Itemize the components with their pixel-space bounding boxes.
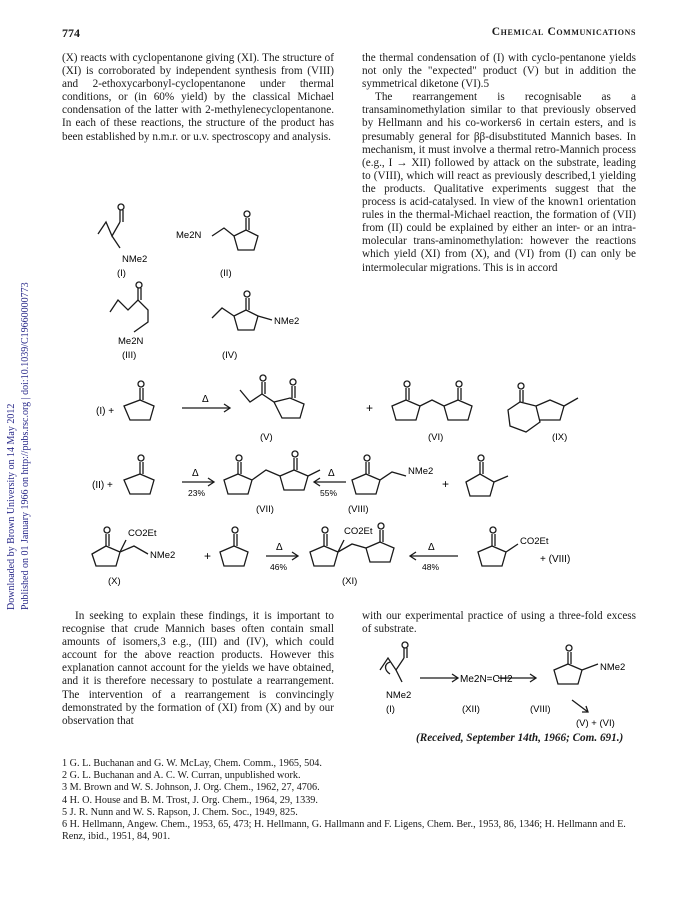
plus-sign: + bbox=[442, 477, 450, 491]
yield-label: 55% bbox=[320, 488, 338, 498]
compound-label-VIII: (VIII) bbox=[530, 704, 551, 715]
plus-sign: + bbox=[204, 549, 212, 563]
received-line: (Received, September 14th, 1966; Com. 691.) bbox=[416, 732, 624, 744]
compound-label-VIII: (VIII) bbox=[348, 504, 369, 515]
products-label: (V) + (VI) bbox=[576, 718, 615, 728]
compound-label-XII: (XII) bbox=[462, 704, 480, 715]
margin-watermark bbox=[2, 190, 30, 610]
reactant-label: (I) + bbox=[96, 406, 115, 417]
compound-label-VI: (VI) bbox=[428, 432, 444, 443]
structures-I-IV bbox=[62, 200, 342, 370]
reference-item: 2 G. L. Buchanan and A. C. W. Curran, unpublished work. bbox=[62, 770, 301, 782]
reference-item: 6 H. Hellmann, Angew. Chem., 1953, 65, 473; H. Hellmann, G. Hallmann and F. Ligens, Chem. Ber., 1953, 86, 1346; H. Hellmann and E. Renz, ibid., 1951, 84, 901. bbox=[62, 819, 626, 843]
page-number: 774 bbox=[62, 26, 80, 40]
top-left-column bbox=[62, 52, 334, 144]
compound-label-IV: (IV) bbox=[222, 350, 238, 361]
yield-label: 23% bbox=[188, 488, 206, 498]
me2n-label: Me2N bbox=[118, 336, 144, 347]
yield-label: 46% bbox=[270, 562, 288, 572]
compound-label-I: (I) bbox=[117, 268, 126, 279]
delta-label: Δ bbox=[276, 542, 283, 553]
bottom-right-column bbox=[362, 610, 636, 636]
reference-item: 1 G. L. Buchanan and G. W. McLay, Chem. Comm., 1965, 504. bbox=[62, 758, 322, 769]
reference-item: 4 H. O. House and B. M. Trost, J. Org. Chem., 1964, 29, 1339. bbox=[62, 794, 318, 806]
delta-label: Δ bbox=[428, 542, 435, 553]
top-right-column bbox=[362, 52, 636, 275]
co2et-label: CO2Et bbox=[344, 526, 373, 537]
references bbox=[62, 758, 636, 843]
compound-label-VII: (VII) bbox=[256, 504, 274, 515]
compound-label-X: (X) bbox=[108, 576, 121, 587]
reference-item: 3 M. Brown and W. S. Johnson, J. Org. Chem., 1962, 27, 4706. bbox=[62, 782, 320, 794]
compound-label-IX: (IX) bbox=[552, 432, 568, 443]
nme2-label: NMe2 bbox=[150, 550, 176, 561]
publication-notice[interactable]: Published on 01 January 1966 on http://pubs.rsc.org | doi:10.1039/C19660000773 bbox=[20, 282, 31, 610]
nme2-label: NMe2 bbox=[386, 690, 412, 701]
reactant-label: (II) + bbox=[92, 480, 113, 491]
paragraph: The rearrangement is recognisable as a transaminomethylation similar to that previously observed by Hellmann and his co-workers6 in certain esters, and is presumably general for ββ-disubstituted Mannich bases. In mechanism, it must involve a thermal retro-Mannich process (e.g., I → XII) followed by attack on the substrate, leading to (VIII), which will react as previously described,1 yielding the products. Qualitative experiments suggest that the process is acid-catalysed. In view of the known1 orientation rules in the thermal-Michael reaction, the formation of (VII) from (II) could be explained by either an inter- or an intra-molecular trans-aminomethylation: however the reactions which yield (XI) from (X), and (VI) from (I) can only be intermolecular migrations. This is in accord bbox=[362, 91, 636, 274]
yield-label: 48% bbox=[422, 562, 440, 572]
compound-label-I: (I) bbox=[386, 704, 395, 715]
compound-label-V: (V) bbox=[260, 432, 273, 443]
plus-sign: + bbox=[366, 401, 374, 415]
download-notice: Downloaded by Brown University on 14 May 2012 bbox=[6, 403, 17, 610]
co2et-label: CO2Et bbox=[128, 528, 157, 539]
nme2-label: NMe2 bbox=[600, 662, 626, 673]
mechanism-scheme bbox=[362, 640, 636, 728]
me2n-label: Me2N bbox=[176, 230, 202, 241]
delta-label: Δ bbox=[328, 468, 335, 479]
paragraph: with our experimental practice of using a three-fold excess of substrate. bbox=[362, 610, 636, 636]
reactant-label: + (VIII) bbox=[540, 554, 571, 565]
reference-item: 5 J. R. Nunn and W. S. Rapson, J. Chem. Soc., 1949, 825. bbox=[62, 806, 298, 818]
compound-label-III: (III) bbox=[122, 350, 137, 361]
nme2-label: NMe2 bbox=[122, 254, 148, 265]
delta-label: Δ bbox=[192, 468, 199, 479]
delta-label: Δ bbox=[202, 394, 209, 405]
nme2-label: NMe2 bbox=[274, 316, 300, 327]
paragraph: (X) reacts with cyclopentanone giving (XI). The structure of (XI) is corroborated by independent synthesis from (VIII) and 2-ethoxycarbonyl-cyclopentanone under thermal conditions, or (in 60% yield) by the classical Michael condensation of the latter with 2-methylenecyclopentanone. In each of these reactions, the structure of the product has been established by n.m.r. or u.v. spectroscopy and analysis. bbox=[62, 52, 334, 143]
reaction-scheme bbox=[62, 370, 636, 602]
paragraph: the thermal condensation of (I) with cyclo-pentanone yields not only the "expected" product (V) but in addition the symmetrical diketone (VI).5 bbox=[362, 52, 636, 91]
iminium-label: Me2N=CH2 bbox=[460, 674, 513, 685]
compound-label-II: (II) bbox=[220, 268, 232, 279]
compound-label-XI: (XI) bbox=[342, 576, 358, 587]
journal-title: Chemical Communications bbox=[491, 26, 636, 38]
bottom-left-column bbox=[62, 610, 334, 728]
co2et-label: CO2Et bbox=[520, 536, 549, 547]
paragraph: In seeking to explain these findings, it is important to recognise that crude Mannich bases often contain small amounts of isomers,3 e.g., (III) and (IV), which could account for the above reaction products. However this explanation cannot account for the yields we have obtained, and it is therefore necessary to postulate a rearrangement. The intervention of a rearrangement is convincingly demonstrated by the formation of (XI) from (X) and by our observation that bbox=[62, 610, 334, 727]
nme2-label: NMe2 bbox=[408, 466, 434, 477]
